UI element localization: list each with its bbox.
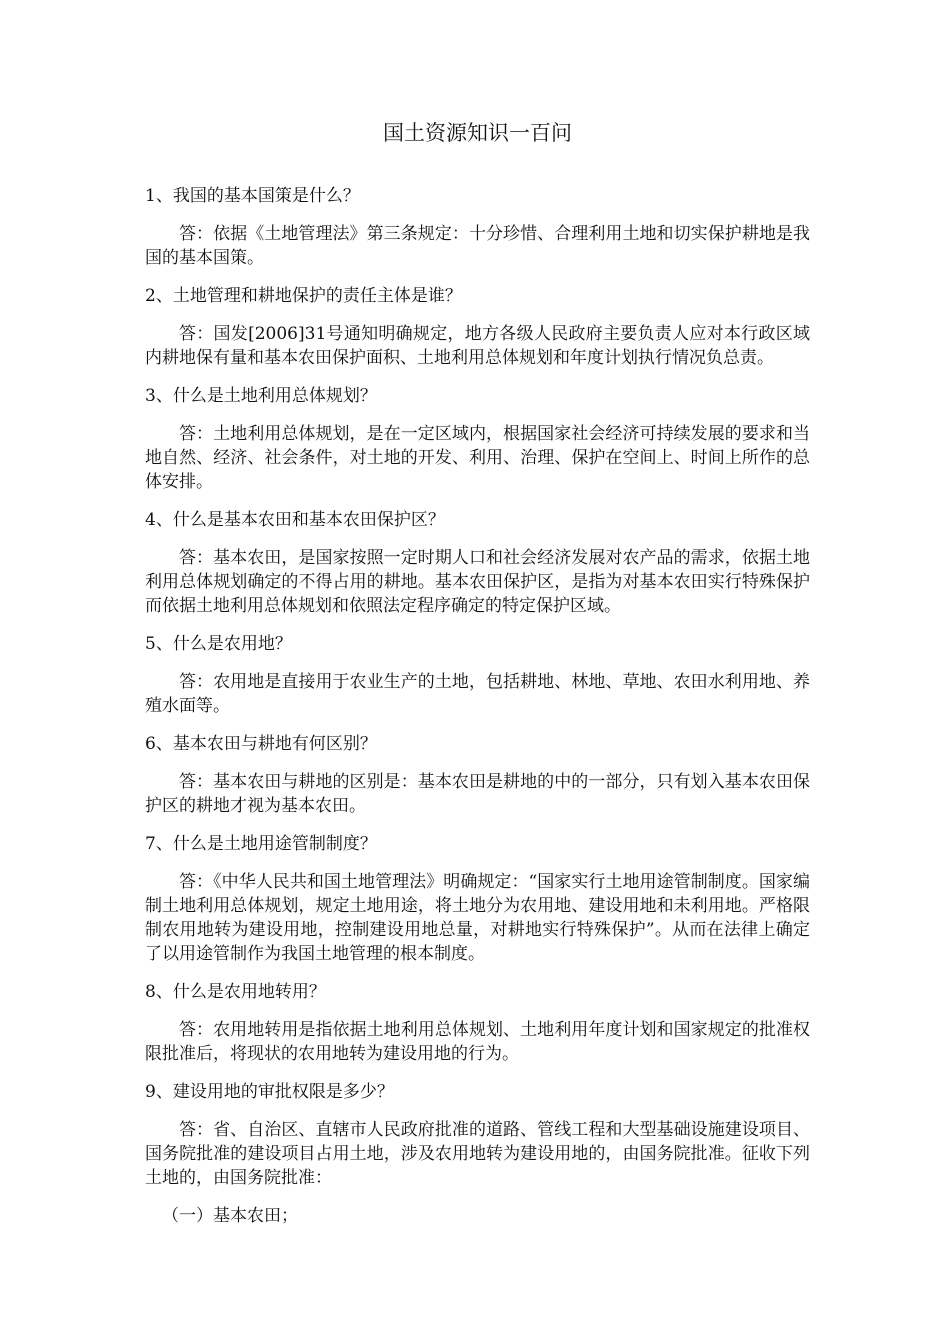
qa-item-5 <box>145 632 810 718</box>
document-title: 国土资源知识一百问 <box>383 121 572 145</box>
qa-item-7 <box>145 832 810 966</box>
question-8: 8、什么是农用地转用？ <box>145 982 326 1002</box>
qa-item-6 <box>145 732 810 818</box>
question-4: 4、什么是基本农田和基本农田保护区？ <box>145 510 445 530</box>
answer-9-subitem-1: （一）基本农田； <box>162 1206 298 1226</box>
answer-5: 答：农用地是直接用于农业生产的土地，包括耕地、林地、草地、农田水利用地、养殖水面等。 <box>145 672 810 716</box>
qa-item-1 <box>145 184 810 270</box>
answer-8: 答：农用地转用是指依据土地利用总体规划、土地利用年度计划和国家规定的批准权限批准后，将现状的农用地转为建设用地的行为。 <box>145 1020 810 1064</box>
qa-item-8 <box>145 980 810 1066</box>
question-9: 9、建设用地的审批权限是多少？ <box>145 1082 394 1102</box>
answer-7: 答：《中华人民共和国土地管理法》明确规定：“国家实行土地用途管制制度。国家编制土地利用总体规划，规定土地用途，将土地分为农用地、建设用地和未利用地。严格限制农用地转为建设用地，控制建设用地总量，对耕地实行特殊保护”。从而在法律上确定了以用途管制作为我国土地管理的根本制度。 <box>145 872 810 964</box>
document-body <box>145 118 810 1228</box>
question-5: 5、什么是农用地？ <box>145 634 292 654</box>
answer-6: 答：基本农田与耕地的区别是：基本农田是耕地的中的一部分，只有划入基本农田保护区的耕地才视为基本农田。 <box>145 772 810 816</box>
qa-item-9 <box>145 1080 810 1228</box>
answer-2: 答：国发[2006]31号通知明确规定，地方各级人民政府主要负责人应对本行政区域内耕地保有量和基本农田保护面积、土地利用总体规划和年度计划执行情况负总责。 <box>145 324 810 368</box>
answer-1: 答：依据《土地管理法》第三条规定：十分珍惜、合理利用土地和切实保护耕地是我国的基本国策。 <box>145 224 810 268</box>
question-2: 2、土地管理和耕地保护的责任主体是谁？ <box>145 286 462 306</box>
question-1: 1、我国的基本国策是什么？ <box>145 186 360 206</box>
answer-9: 答：省、自治区、直辖市人民政府批准的道路、管线工程和大型基础设施建设项目、国务院批准的建设项目占用土地，涉及农用地转为建设用地的，由国务院批准。征收下列土地的，由国务院批准： <box>145 1120 810 1188</box>
answer-3: 答：土地利用总体规划，是在一定区域内，根据国家社会经济可持续发展的要求和当地自然、经济、社会条件，对土地的开发、利用、治理、保护在空间上、时间上所作的总体安排。 <box>145 424 810 492</box>
question-6: 6、基本农田与耕地有何区别？ <box>145 734 377 754</box>
qa-item-2 <box>145 284 810 370</box>
question-3: 3、什么是土地利用总体规划？ <box>145 386 377 406</box>
question-7: 7、什么是土地用途管制制度？ <box>145 834 377 854</box>
qa-item-3 <box>145 384 810 494</box>
qa-item-4 <box>145 508 810 618</box>
answer-4: 答：基本农田，是国家按照一定时期人口和社会经济发展对农产品的需求，依据土地利用总体规划确定的不得占用的耕地。基本农田保护区，是指为对基本农田实行特殊保护而依据土地利用总体规划和依照法定程序确定的特定保护区域。 <box>145 548 810 616</box>
